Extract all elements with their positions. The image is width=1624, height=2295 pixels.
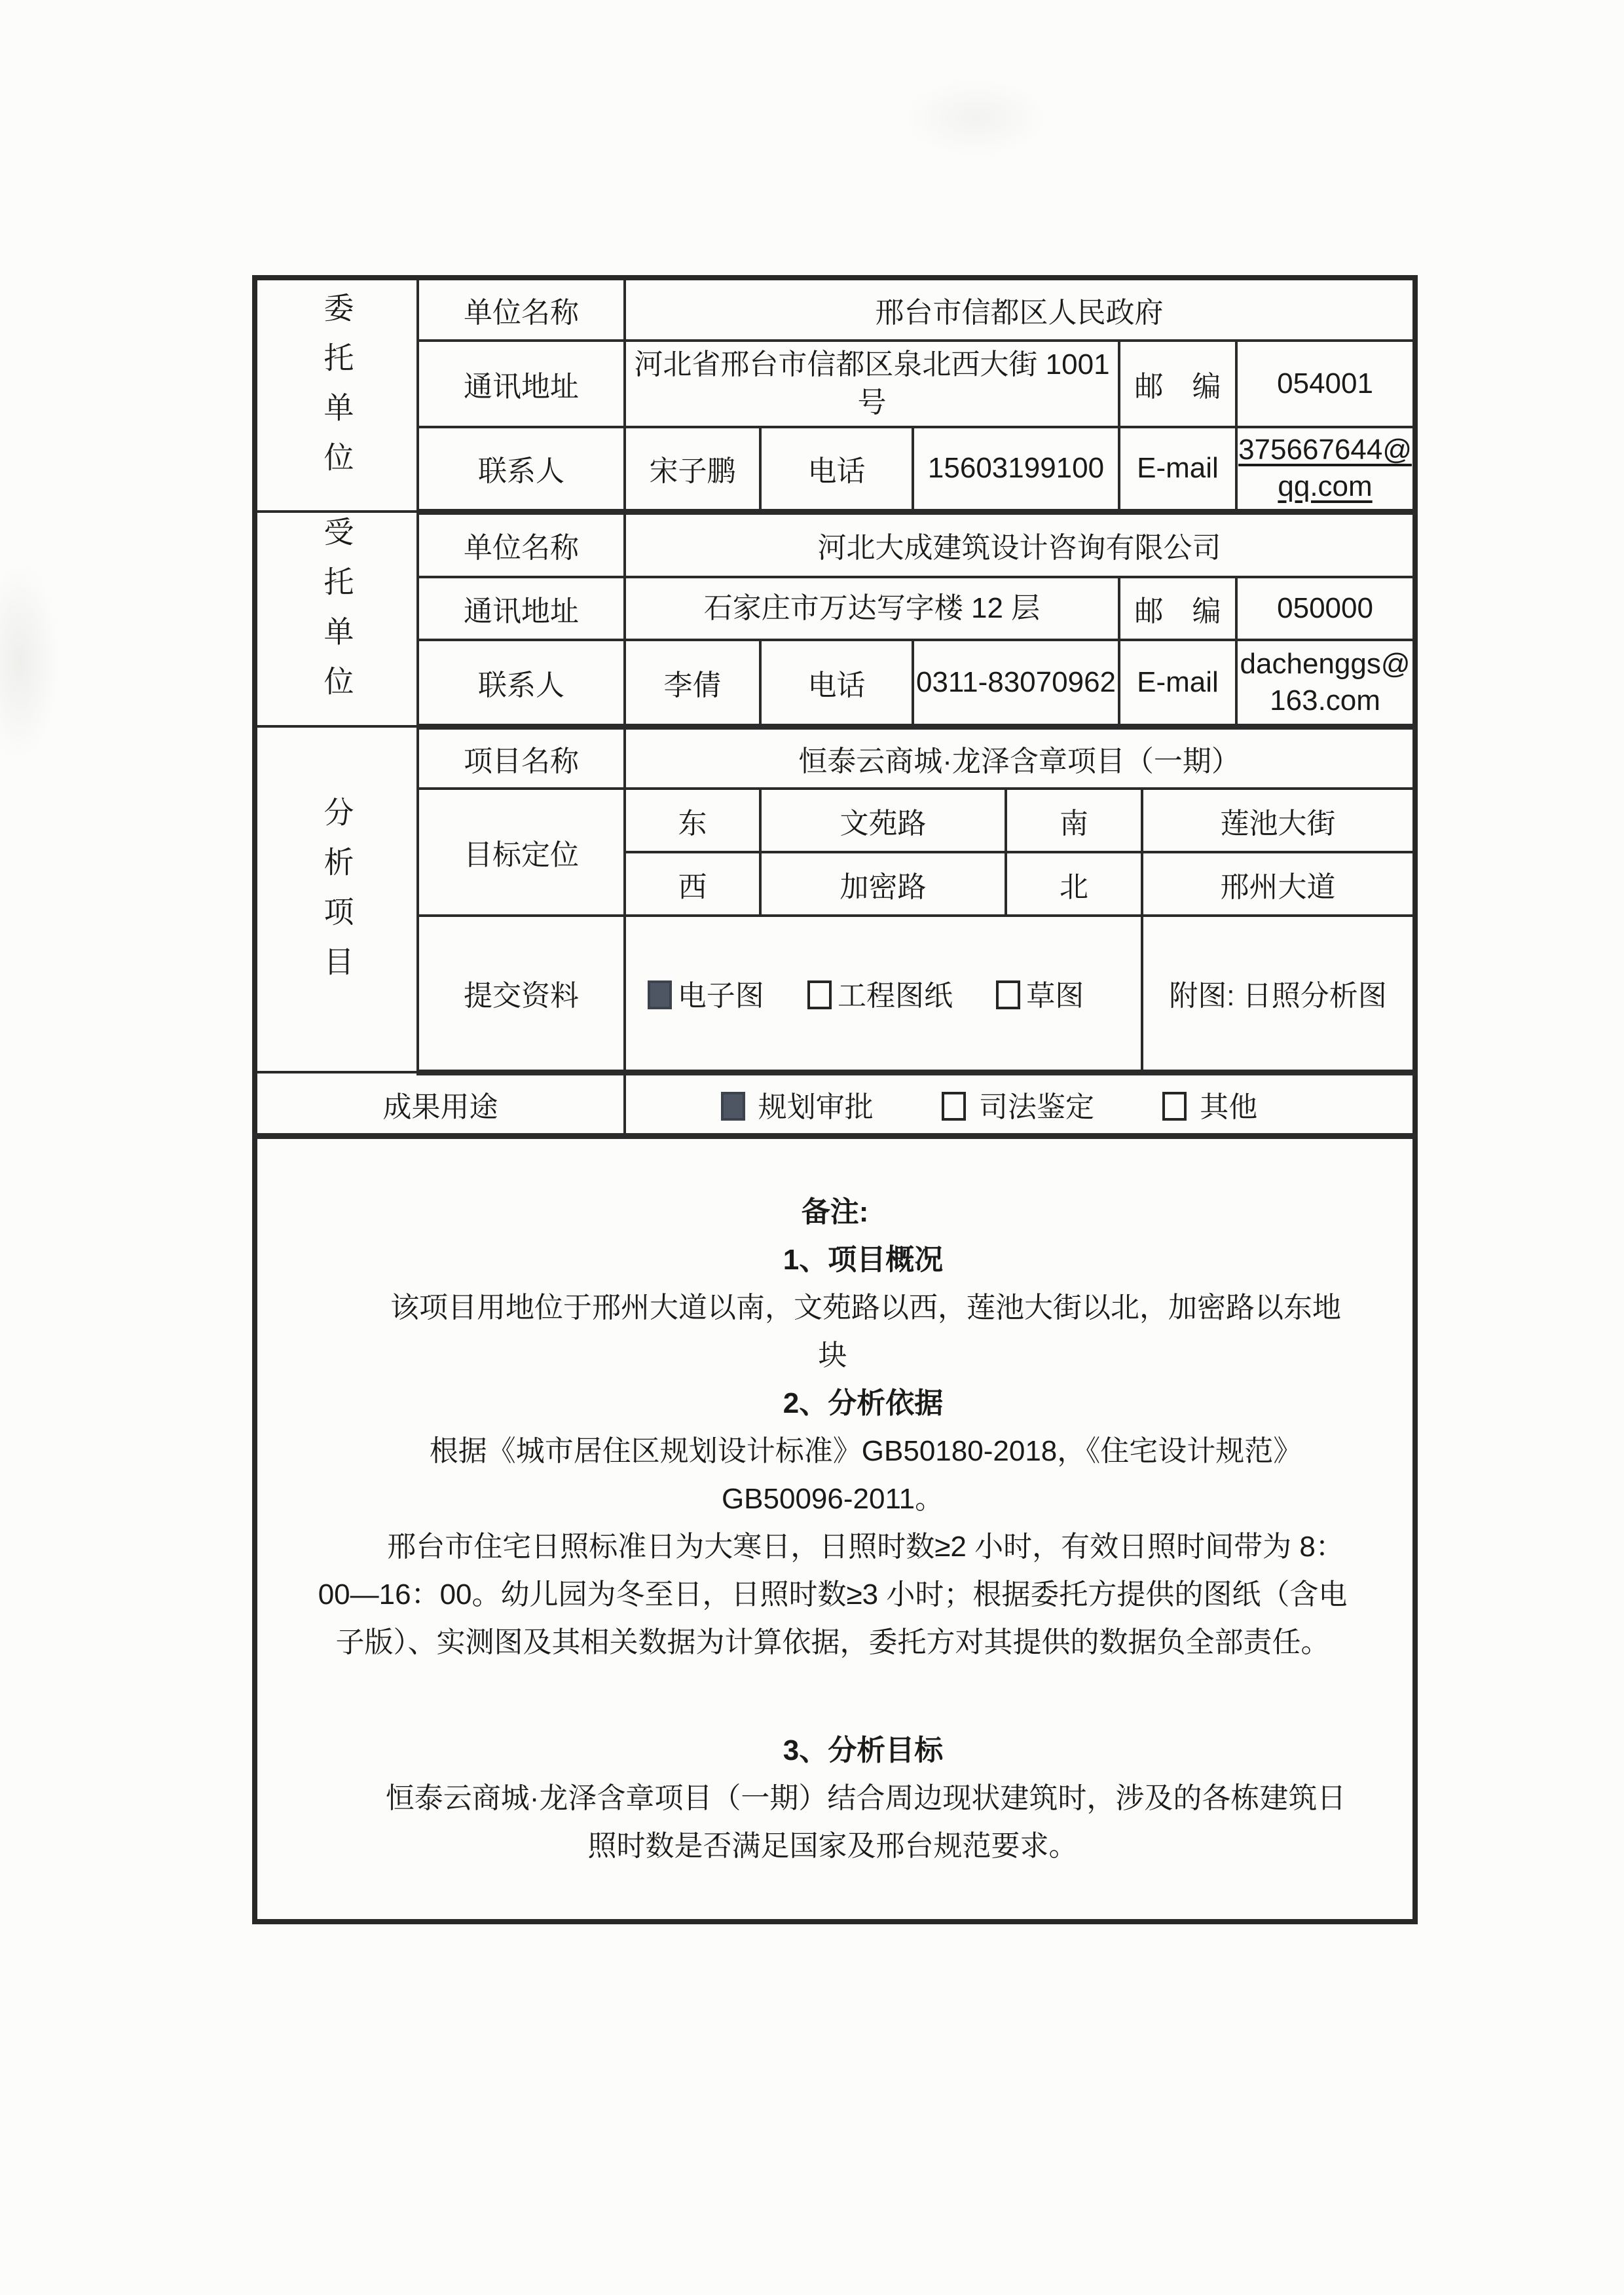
remark-heading-3: 3、分析目标 xyxy=(783,1734,944,1766)
checkbox-option-judicial-appraisal xyxy=(942,1091,1094,1123)
agency-email-label: E-mail xyxy=(1119,640,1236,726)
remark-paragraph: 邢台市住宅日照标准日为大寒日，日照时数≥2 小时，有效日照时间带为 8：00—16：00。幼儿园为冬至日，日照时数≥3 小时；根据委托方提供的图纸（含电子版）、实测图及其相关数据为计算依据，委托方对其提供的数据负全部责任。 xyxy=(318,1530,1348,1658)
orientation-label: 目标定位 xyxy=(418,789,625,916)
agency-section-label: 受托单位 xyxy=(320,515,354,715)
agency-address: 石家庄市万达写字楼 12 层 xyxy=(625,577,1119,640)
project-name: 恒泰云商城·龙泽含章项目（一期） xyxy=(625,726,1415,789)
agency-phone-label: 电话 xyxy=(760,640,913,726)
agency-email: dachenggs@163.com xyxy=(1236,640,1415,726)
project-section-label: 分析项目 xyxy=(320,796,354,996)
checkbox-unchecked-icon xyxy=(996,980,1020,1009)
client-postcode-label: 邮 编 xyxy=(1119,341,1236,427)
bound-east-value: 文苑路 xyxy=(760,789,1006,852)
checkbox-option-label: 规划审批 xyxy=(758,1091,874,1123)
agency-address-row xyxy=(255,577,1415,640)
materials-options xyxy=(625,916,1142,1072)
checkbox-checked-icon xyxy=(721,1092,745,1121)
remark-paragraph: 根据《城市居住区规划设计标准》GB50180-2018，《住宅设计规范》GB50096-2011。 xyxy=(429,1434,1302,1515)
client-section-label-cell xyxy=(255,278,418,512)
client-email: 375667644@qq.com xyxy=(1236,427,1415,512)
bound-west-value: 加密路 xyxy=(760,852,1006,916)
client-phone: 15603199100 xyxy=(913,427,1119,512)
agency-contact-label: 联系人 xyxy=(418,640,625,726)
checkbox-option-label: 工程图纸 xyxy=(838,980,953,1013)
agency-org-row xyxy=(255,512,1415,577)
usage-label: 成果用途 xyxy=(255,1072,625,1136)
project-section-label-cell xyxy=(255,726,418,1072)
checkbox-option-electronic-drawing xyxy=(648,980,764,1012)
remark-heading-1: 1、项目概况 xyxy=(783,1243,944,1276)
client-email-label: E-mail xyxy=(1119,427,1236,512)
bound-south-label: 南 xyxy=(1006,789,1142,852)
checkbox-option-engineering-drawing xyxy=(807,980,953,1012)
client-org-label: 单位名称 xyxy=(418,278,625,341)
agency-postcode-label: 邮 编 xyxy=(1119,577,1236,640)
remark-paragraph: 该项目用地位于邢州大道以南，文苑路以西，莲池大街以北，加密路以东地块 xyxy=(390,1291,1342,1371)
client-section-label: 委托单位 xyxy=(320,292,354,491)
commission-form-table xyxy=(252,275,1418,1924)
checkbox-option-sketch xyxy=(996,980,1084,1012)
bound-north-label: 北 xyxy=(1006,852,1142,916)
agency-org-name: 河北大成建筑设计咨询有限公司 xyxy=(625,512,1415,577)
client-postcode: 054001 xyxy=(1236,341,1415,427)
scan-smudge-artifact xyxy=(904,79,1048,157)
client-contact-row xyxy=(255,427,1415,512)
remark-heading-2: 2、分析依据 xyxy=(783,1387,944,1419)
remarks-label: 备注: xyxy=(801,1195,869,1228)
materials-row xyxy=(255,916,1415,1072)
client-address-row xyxy=(255,341,1415,427)
bound-south-value: 莲池大街 xyxy=(1142,789,1415,852)
checkbox-option-label: 电子图 xyxy=(677,980,764,1013)
agency-section-label-cell xyxy=(255,512,418,726)
agency-address-label: 通讯地址 xyxy=(418,577,625,640)
bound-west-label: 西 xyxy=(625,852,760,916)
checkbox-option-label: 司法鉴定 xyxy=(979,1091,1095,1123)
client-org-name: 邢台市信都区人民政府 xyxy=(625,278,1415,341)
checkbox-option-planning-approval xyxy=(721,1091,874,1123)
materials-label: 提交资料 xyxy=(418,916,625,1072)
checkbox-unchecked-icon xyxy=(942,1092,966,1121)
checkbox-checked-icon xyxy=(648,980,672,1009)
checkbox-option-other xyxy=(1162,1091,1257,1123)
client-contact-label: 联系人 xyxy=(418,427,625,512)
client-contact-name: 宋子鹏 xyxy=(625,427,760,512)
agency-postcode: 050000 xyxy=(1236,577,1415,640)
client-address: 河北省邢台市信都区泉北西大街 1001 号 xyxy=(625,341,1119,427)
remarks-cell xyxy=(255,1136,1415,1922)
usage-options xyxy=(625,1072,1415,1136)
checkbox-option-label: 草图 xyxy=(1026,980,1084,1013)
agency-contact-row xyxy=(255,640,1415,726)
remark-paragraph: 恒泰云商城·龙泽含章项目（一期）结合周边现状建筑时，涉及的各栋建筑日照时数是否满足国家及邢台规范要求。 xyxy=(385,1782,1346,1862)
project-name-label: 项目名称 xyxy=(418,726,625,789)
agency-org-label: 单位名称 xyxy=(418,512,625,577)
client-address-label: 通讯地址 xyxy=(418,341,625,427)
agency-phone: 0311-83070962 xyxy=(913,640,1119,726)
client-org-row xyxy=(255,278,1415,341)
bounds-row-east-south xyxy=(255,789,1415,852)
checkbox-unchecked-icon xyxy=(1162,1092,1187,1121)
client-phone-label: 电话 xyxy=(760,427,913,512)
checkbox-unchecked-icon xyxy=(807,980,832,1009)
attachment-note: 附图: 日照分析图 xyxy=(1142,916,1415,1072)
checkbox-option-label: 其他 xyxy=(1200,1091,1258,1123)
bound-east-label: 东 xyxy=(625,789,760,852)
remarks-row xyxy=(255,1136,1415,1922)
bound-north-value: 邢州大道 xyxy=(1142,852,1415,916)
scan-smudge-artifact xyxy=(0,563,59,760)
project-name-row xyxy=(255,726,1415,789)
agency-contact-name: 李倩 xyxy=(625,640,760,726)
usage-row xyxy=(255,1072,1415,1136)
